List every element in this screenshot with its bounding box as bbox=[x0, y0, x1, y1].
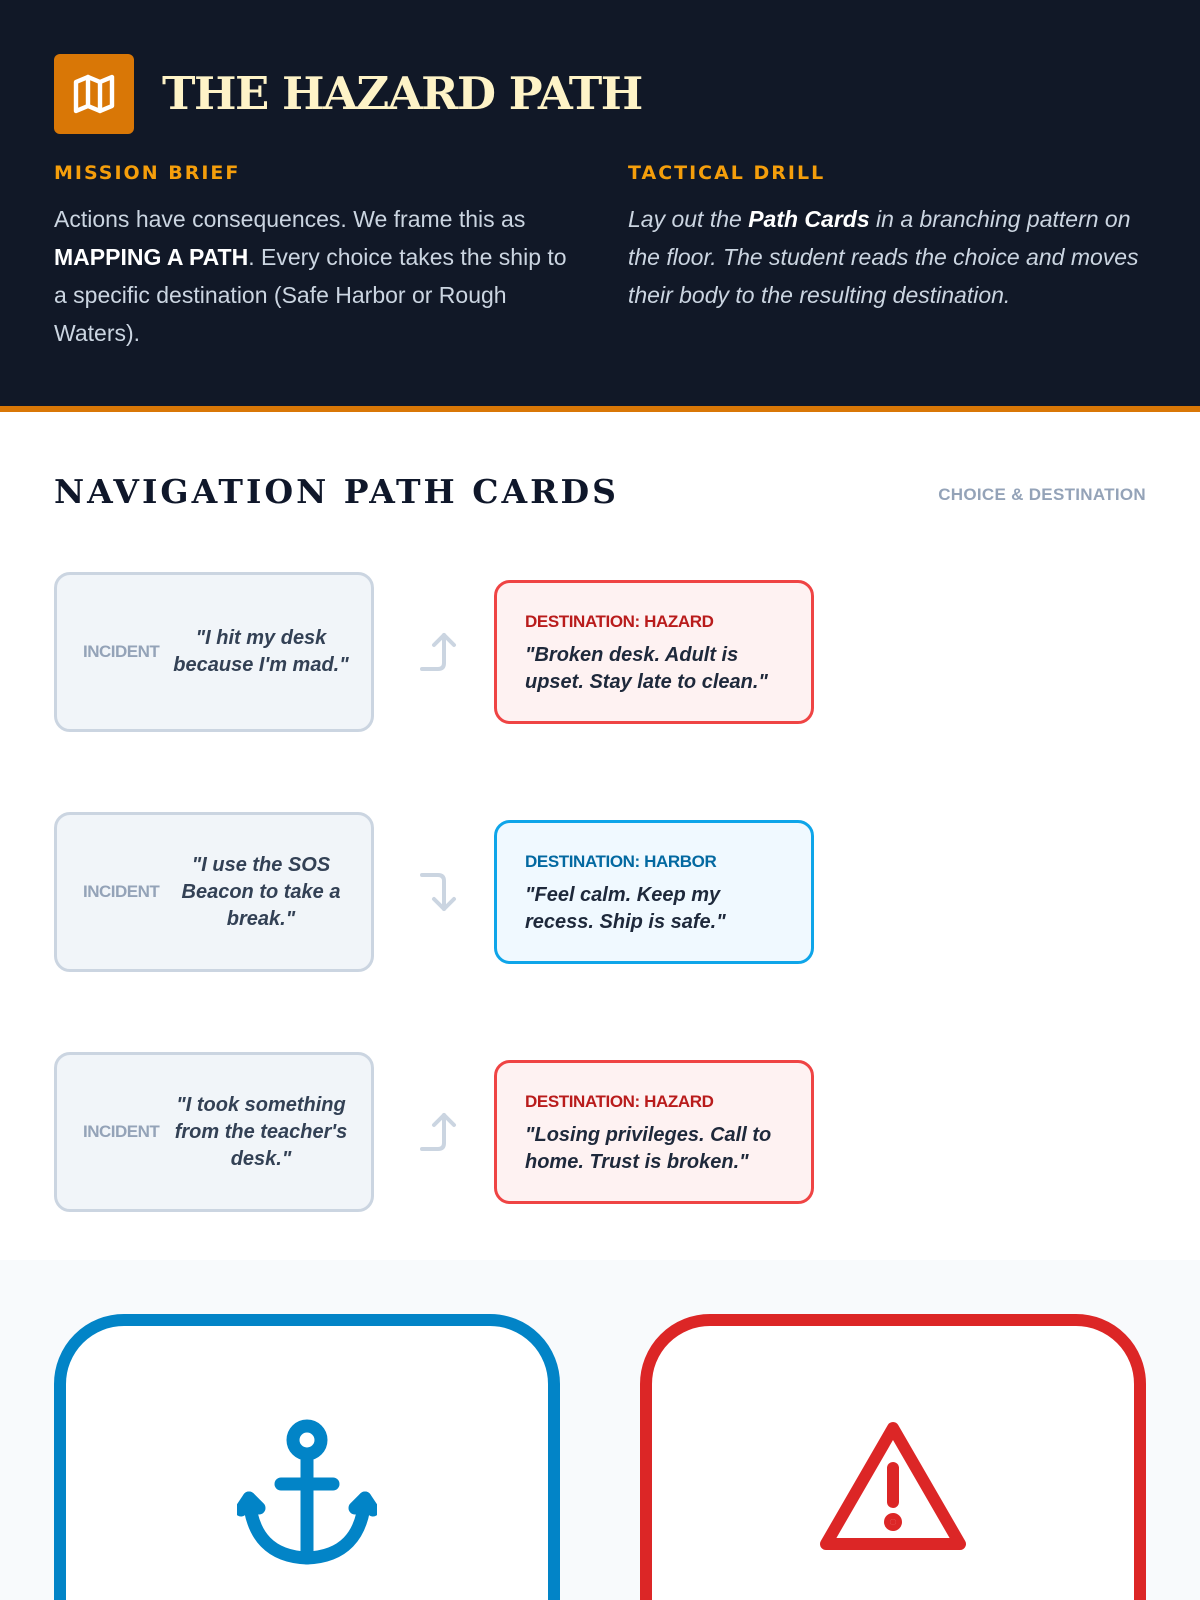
mission-brief-text: Actions have consequences. We frame this as MAPPING A PATH. Every choice takes the ship to a specific destination (Safe Harbor or Rough Waters). bbox=[54, 206, 567, 346]
page-title: THE HAZARD PATH bbox=[162, 67, 642, 120]
mission-brief bbox=[54, 160, 574, 352]
path-row bbox=[54, 572, 814, 732]
path-cards-section bbox=[0, 412, 1200, 1260]
section-title: NAVIGATION PATH CARDS bbox=[54, 472, 619, 511]
destination-label: DESTINATION: HAZARD bbox=[525, 612, 714, 631]
arrow-up-right-icon bbox=[416, 1107, 466, 1157]
path-row bbox=[54, 812, 814, 972]
hazard-card[interactable] bbox=[640, 1314, 1146, 1600]
destination-text: "Losing privileges. Call to home. Trust is broken." bbox=[525, 1124, 772, 1173]
warning-triangle-icon bbox=[818, 1418, 968, 1558]
destination-card-hazard[interactable] bbox=[494, 580, 814, 724]
incident-card[interactable] bbox=[54, 812, 374, 972]
destination-card-hazard[interactable] bbox=[494, 1060, 814, 1204]
section-tag: CHOICE & DESTINATION bbox=[938, 485, 1146, 504]
incident-text: "I use the SOS Beacon to take a break." bbox=[181, 853, 341, 930]
tactical-drill-text: Lay out the Path Cards in a branching pattern on the floor. The student reads the choice and moves their body to the resulting destination. bbox=[628, 206, 1139, 308]
header-banner bbox=[0, 0, 1200, 412]
incident-text: "I took something from the teacher's desk." bbox=[174, 1093, 348, 1170]
destination-text: "Broken desk. Adult is upset. Stay late to clean." bbox=[525, 644, 768, 693]
incident-label: INCIDENT bbox=[83, 642, 160, 661]
tactical-drill-label: TACTICAL DRILL bbox=[628, 162, 826, 184]
incident-card[interactable] bbox=[54, 1052, 374, 1212]
tactical-drill bbox=[628, 160, 1148, 314]
incident-label: INCIDENT bbox=[83, 1122, 160, 1141]
incident-card[interactable] bbox=[54, 572, 374, 732]
mission-emphasis: MAPPING A PATH bbox=[54, 244, 249, 270]
arrow-down-right-icon bbox=[416, 867, 466, 917]
anchor-icon bbox=[237, 1418, 377, 1568]
incident-text: "I hit my desk because I'm mad." bbox=[173, 627, 349, 676]
destination-legend-section bbox=[0, 1260, 1200, 1600]
arrow-up-right-icon bbox=[416, 627, 466, 677]
incident-label: INCIDENT bbox=[83, 882, 160, 901]
logo-badge bbox=[54, 54, 134, 134]
map-icon bbox=[70, 70, 118, 118]
destination-label: DESTINATION: HARBOR bbox=[525, 852, 717, 871]
mission-brief-label: MISSION BRIEF bbox=[54, 162, 241, 184]
path-row bbox=[54, 1052, 814, 1212]
destination-label: DESTINATION: HAZARD bbox=[525, 1092, 714, 1111]
destination-text: "Feel calm. Keep my recess. Ship is safe." bbox=[525, 884, 726, 933]
drill-emphasis: Path Cards bbox=[748, 206, 870, 232]
harbor-card[interactable] bbox=[54, 1314, 560, 1600]
destination-card-harbor[interactable] bbox=[494, 820, 814, 964]
